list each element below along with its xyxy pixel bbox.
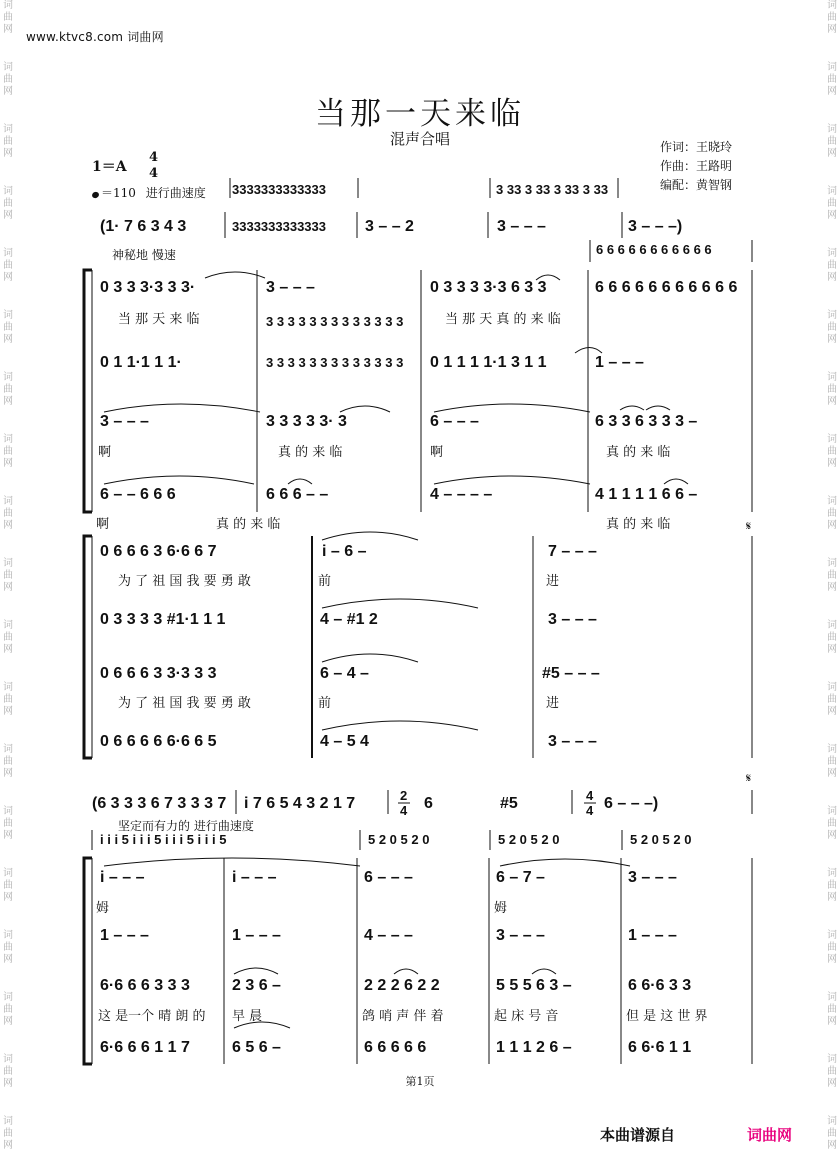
tie — [434, 404, 590, 412]
system-bracket — [84, 270, 92, 512]
s1-lyric-3c: 啊 — [430, 445, 444, 460]
page-number: 第1页 — [405, 1075, 435, 1088]
s2-r4-m2: 4 – 5 4 — [320, 733, 369, 750]
s3-lyric-3b: 早 晨 — [232, 1009, 263, 1024]
watermark-text: 词 曲 网 — [3, 124, 13, 159]
s1-r3-m1: 3 – – – — [100, 413, 149, 430]
time-top: 4 — [149, 150, 159, 165]
source-site-link[interactable]: 词曲网 — [747, 1126, 793, 1144]
expression-firm: 坚定而有力的 进行曲速度 — [118, 819, 254, 833]
s2-lyric-1b: 前 — [318, 574, 332, 589]
watermark-text: 词 曲 网 — [827, 1054, 837, 1089]
s1-lyric-1c: 当 那 天 真 的 来 临 — [445, 312, 561, 327]
s3-r2-m2: 1 – – – — [232, 927, 281, 944]
watermark-text: 词 曲 网 — [3, 248, 13, 283]
watermark-text: 词 曲 网 — [3, 620, 13, 655]
watermark-text: 词 曲 网 — [827, 620, 837, 655]
watermark-text: 词 曲 网 — [827, 930, 837, 965]
watermark-text: 词 曲 网 — [3, 62, 13, 97]
tempo-bpm: ＝110 — [101, 186, 136, 200]
s2-lyric-3b: 前 — [318, 696, 332, 711]
s1-r3-m4: 6 3 3 6 3 3 3 – — [595, 413, 698, 430]
watermark-text: 词 曲 网 — [3, 0, 13, 35]
s3-intro-c: 6 — [424, 795, 433, 812]
watermark-text: 词 曲 网 — [3, 1054, 13, 1089]
s1-r1-m2: 3 – – – — [266, 279, 315, 296]
s3-r2-m5: 1 – – – — [628, 927, 677, 944]
s2-r2-m1: 0 3 3 3 3 #1·1 1 1 — [100, 611, 226, 628]
watermark-text: 词 曲 网 — [3, 496, 13, 531]
tie — [322, 599, 478, 608]
tie — [322, 654, 418, 662]
watermark-text: 词 曲 网 — [3, 434, 13, 469]
tie — [500, 859, 630, 866]
s3-r2-m1: 1 – – – — [100, 927, 149, 944]
watermark-text: 词 曲 网 — [3, 992, 13, 1027]
watermark-text: 词 曲 网 — [3, 930, 13, 965]
s3-r1-m1: i – – – — [100, 869, 145, 886]
s1-r2-m4: 1 – – – — [595, 354, 644, 371]
intro-notes: (1· 7 6 3 4 3 — [100, 218, 187, 235]
s3-lyric-3a: 这 是一个 晴 朗 的 — [98, 1009, 206, 1024]
tempo-text: 进行曲速度 — [145, 186, 206, 200]
watermark-text: 词 曲 网 — [3, 186, 13, 221]
s2-lyric-1: 为 了 祖 国 我 要 勇 敢 — [118, 574, 251, 589]
watermark-text: 词 曲 网 — [3, 806, 13, 841]
watermark-text: 词 曲 网 — [827, 806, 837, 841]
watermark-text: 词 曲 网 — [827, 186, 837, 221]
s1-r2-m1: 0 1 1·1 1 1· — [100, 354, 182, 371]
tie — [394, 969, 418, 974]
s1-lyric-1: 当 那 天 来 临 — [118, 312, 200, 327]
s1-lyric-3d: 真 的 来 临 — [606, 445, 671, 460]
s3-r3-m4: 5 5 5 6 3 – — [496, 977, 572, 994]
s3-lyric-3c: 鸽 哨 声 伴 着 — [362, 1009, 444, 1024]
arranger: 编配：黄智钢 — [660, 178, 733, 192]
upper-rhythm-b: 3 33 3 33 3 33 3 33 — [496, 182, 609, 197]
s3-r1-m3: 6 – – – — [364, 869, 413, 886]
expression-mysterious: 神秘地 慢速 — [112, 248, 176, 262]
watermark-text: 词 曲 网 — [827, 124, 837, 159]
segno-icon: 𝄋 — [746, 519, 752, 533]
s2-r2-m2: 4 – #1 2 — [320, 611, 378, 628]
watermark-text: 词 曲 网 — [3, 372, 13, 407]
watermark-text: 词 曲 网 — [3, 682, 13, 717]
s1-r1-m4: 6 6 6 6 6 6 6 6 6 6 6 — [595, 279, 738, 296]
source-label: 本曲谱源自 — [600, 1126, 676, 1144]
song-subtitle: 混声合唱 — [389, 130, 450, 148]
site-header[interactable]: www.ktvc8.com 词曲网 — [26, 30, 164, 44]
s1-r4-m4: 4 1 1 1 1 6 6 – — [595, 486, 698, 503]
s3-perc-b: 5 2 0 5 2 0 — [368, 832, 430, 847]
intro-notes-d: 3 – – – — [497, 218, 546, 235]
s1-lyric-4a: 啊 — [96, 517, 110, 532]
intro-notes-b: 3333333333333 — [232, 219, 326, 234]
s1-lyric-4b: 真 的 来 临 — [216, 517, 281, 532]
tie — [104, 476, 254, 484]
s2-r2-m3: 3 – – – — [548, 611, 597, 628]
tie — [234, 968, 278, 974]
watermark-text: 词 曲 网 — [827, 744, 837, 779]
watermark-text: 词 曲 网 — [3, 558, 13, 593]
upper-rhythm: 3333333333333 — [232, 182, 326, 197]
watermark-text: 词 曲 网 — [827, 248, 837, 283]
watermark-text: 词 曲 网 — [827, 1116, 837, 1151]
s3-r4-m4: 1 1 1 2 6 – — [496, 1039, 572, 1056]
s2-r3-m3: #5 – – – — [542, 665, 600, 682]
s2-r3-m2: 6 – 4 – — [320, 665, 369, 682]
composer: 作曲：王路明 — [660, 159, 733, 173]
watermark-text: 词 曲 网 — [827, 62, 837, 97]
watermark-text: 词 曲 网 — [827, 0, 837, 35]
s3-r1-m4: 6 – 7 – — [496, 869, 545, 886]
intro-lower: 6 6 6 6 6 6 6 6 6 6 6 — [596, 242, 712, 257]
watermark-text: 词 曲 网 — [827, 310, 837, 345]
s3-intro-d: #5 — [500, 795, 518, 812]
system-bracket — [84, 536, 92, 758]
tie — [205, 272, 265, 278]
s1-r1-m1: 0 3 3 3·3 3 3· — [100, 279, 196, 296]
s2-r1-m1: 0 6 6 6 3 6·6 6 7 — [100, 543, 217, 560]
s1-lyric-3b: 真 的 来 临 — [278, 445, 343, 460]
s2-r4-m3: 3 – – – — [548, 733, 597, 750]
s3-lyric-3e: 但 是 这 世 界 — [626, 1009, 708, 1024]
key-signature: 1＝A — [92, 159, 127, 175]
s1-r3-m3: 6 – – – — [430, 413, 479, 430]
s3-r4-m1: 6·6 6 6 1 1 7 — [100, 1039, 190, 1056]
system-bracket — [84, 858, 92, 1064]
s3-r1-m5: 3 – – – — [628, 869, 677, 886]
s1-lyric-4c: 真 的 来 临 — [606, 517, 671, 532]
watermark-text: 词 曲 网 — [827, 682, 837, 717]
tie — [104, 858, 360, 866]
s1-lyric-3a: 啊 — [98, 445, 112, 460]
watermark-text: 词 曲 网 — [3, 744, 13, 779]
ts4-bottom: 4 — [586, 803, 594, 818]
s3-r1-m2: i – – – — [232, 869, 277, 886]
s3-intro-b: i 7 6 5 4 3 2 1 7 — [244, 795, 356, 812]
tie — [340, 406, 390, 412]
watermark-text: 词 曲 网 — [3, 868, 13, 903]
s2-lyric-1c: 进 — [546, 574, 560, 589]
s3-r4-m3: 6 6 6 6 6 — [364, 1039, 427, 1056]
s2-r1-m3: 7 – – – — [548, 543, 597, 560]
s3-r2-m3: 4 – – – — [364, 927, 413, 944]
s1-r3-m2: 3 3 3 3 3· 3 — [266, 413, 347, 430]
watermark-text: 词 曲 网 — [827, 496, 837, 531]
ts2-bottom: 4 — [400, 803, 408, 818]
intro-notes-e: 3 – – –) — [628, 218, 683, 235]
tie — [646, 406, 670, 410]
s3-perc-c: 5 2 0 5 2 0 — [498, 832, 560, 847]
time-bottom: 4 — [149, 166, 159, 181]
s3-r3-m2: 2 3 6 – — [232, 977, 281, 994]
tie — [104, 404, 260, 412]
watermark-text: 词 曲 网 — [827, 372, 837, 407]
tie — [532, 969, 556, 974]
s3-r2-m4: 3 – – – — [496, 927, 545, 944]
tie — [664, 479, 688, 484]
watermark-text: 词 曲 网 — [3, 1116, 13, 1151]
s3-perc: i i i 5 i i i 5 i i i 5 i i i 5 — [100, 832, 227, 847]
ts4-top: 4 — [586, 788, 594, 803]
s3-intro-e: 6 – – –) — [604, 795, 659, 812]
s1-r2-m3: 0 1 1 1 1·1 3 1 1 — [430, 354, 547, 371]
s3-lyric-m1: 姆 — [96, 901, 110, 916]
tie — [322, 532, 418, 540]
tie — [434, 476, 590, 484]
watermark-text: 词 曲 网 — [827, 992, 837, 1027]
s1-r4-m3: 4 – – – – — [430, 486, 493, 503]
s1-r2-m2: 3 3 3 3 3 3 3 3 3 3 3 3 3 — [266, 355, 404, 370]
segno-icon: 𝄋 — [746, 771, 752, 785]
s3-r3-m1: 6·6 6 6 3 3 3 — [100, 977, 190, 994]
s1-lyric-1b: 3 3 3 3 3 3 3 3 3 3 3 3 3 — [266, 314, 404, 329]
s3-r4-m2: 6 5 6 – — [232, 1039, 281, 1056]
s2-r3-m1: 0 6 6 6 3 3·3 3 3 — [100, 665, 217, 682]
s2-r1-m2: i – 6 – — [322, 543, 367, 560]
s3-lyric-3d: 起 床 号 音 — [494, 1009, 559, 1024]
watermark-text: 词 曲 网 — [827, 434, 837, 469]
s3-perc-d: 5 2 0 5 2 0 — [630, 832, 692, 847]
tie — [288, 479, 312, 484]
tie — [322, 721, 478, 730]
song-title: 当那一天来临 — [315, 96, 525, 132]
s1-r4-m1: 6 – – 6 6 6 — [100, 486, 176, 503]
s3-intro: (6 3 3 3 6 7 3 3 3 7 — [92, 795, 227, 812]
watermark-text: 词 曲 网 — [827, 868, 837, 903]
s2-lyric-3: 为 了 祖 国 我 要 勇 敢 — [118, 696, 251, 711]
s3-lyric-m2: 姆 — [494, 901, 508, 916]
watermark-text: 词 曲 网 — [3, 310, 13, 345]
s2-lyric-3c: 进 — [546, 696, 560, 711]
intro-notes-c: 3 – – 2 — [365, 218, 414, 235]
s2-r4-m1: 0 6 6 6 6 6·6 6 5 — [100, 733, 217, 750]
ts2-top: 2 — [400, 788, 408, 803]
s3-r3-m3: 2 2 2 6 2 2 — [364, 977, 440, 994]
s1-r4-m2: 6 6 6 – – — [266, 486, 329, 503]
lyricist: 作词：王晓玲 — [660, 140, 733, 154]
s1-r1-m3: 0 3 3 3 3·3 6 3 3 — [430, 279, 547, 296]
s3-r4-m5: 6 6·6 1 1 — [628, 1039, 692, 1056]
tie — [620, 406, 644, 410]
s3-r3-m5: 6 6·6 3 3 — [628, 977, 692, 994]
watermark-text: 词 曲 网 — [827, 558, 837, 593]
